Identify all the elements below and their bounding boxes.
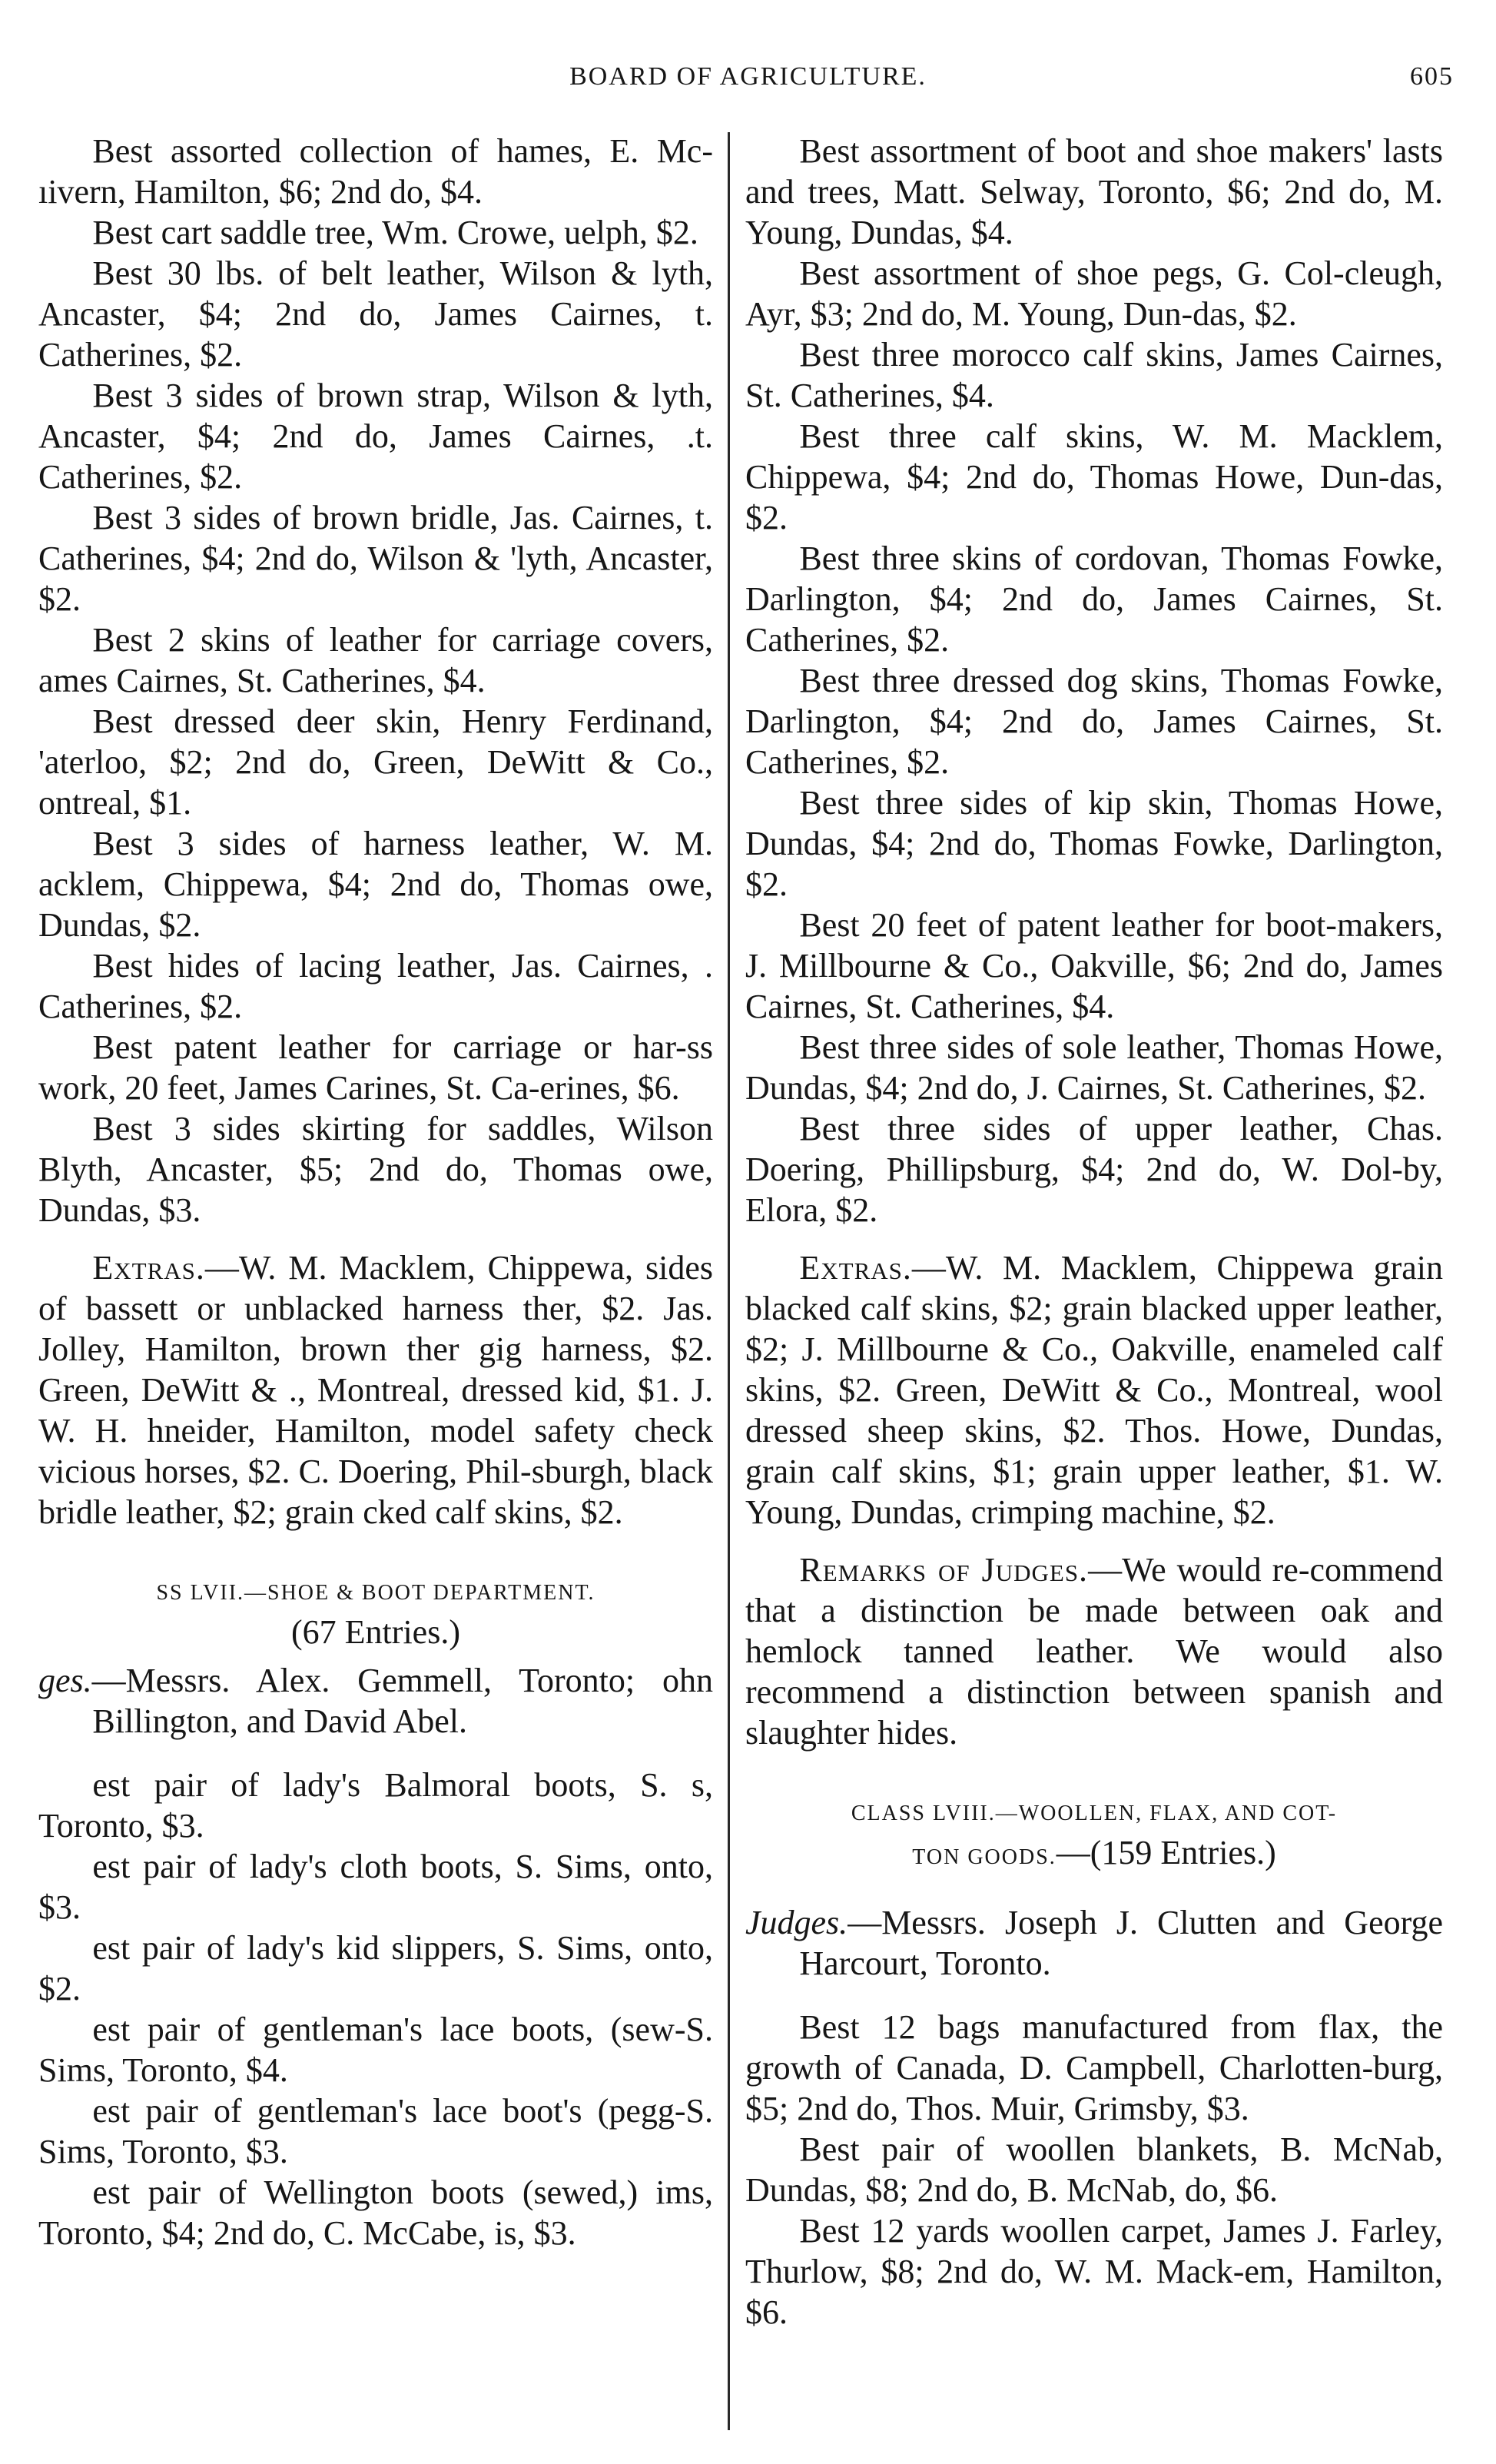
prize-entry: Best three calf skins, W. M. Macklem, Chippewa, $4; 2nd do, Thomas Howe, Dun-das, $2.	[745, 417, 1443, 536]
column-divider	[728, 132, 730, 2430]
prize-entry: Best 30 lbs. of belt leather, Wilson & lyth, Ancaster, $4; 2nd do, James Cairnes, t. Catherines, $2.	[38, 254, 713, 374]
prize-entry: est pair of gentleman's lace boot's (pegg-S. Sims, Toronto, $3.	[38, 2092, 713, 2170]
prize-entry: Best 12 bags manufactured from flax, the growth of Canada, D. Campbell, Charlotten-burg, $5; 2nd do, Thos. Muir, Grimsby, $3.	[745, 2008, 1443, 2127]
extras-paragraph	[38, 1247, 713, 1533]
remarks-text: —We would re-commend that a distinction be made between oak and hemlock tanned leather. We would also recommend a distinction between spanish and slaughter hides.	[745, 1551, 1443, 1752]
prize-entry: Best 20 feet of patent leather for boot-makers, J. Millbourne & Co., Oakville, $6; 2nd do, James Cairnes, St. Catherines, $4.	[745, 906, 1443, 1025]
class-entries-count: —(159 Entries.)	[1056, 1834, 1276, 1871]
prize-entry: Best patent leather for carriage or har-ss work, 20 feet, James Carines, St. Ca-erines, $6.	[38, 1028, 713, 1107]
prize-entry: est pair of lady's cloth boots, S. Sims, onto, $3.	[38, 1848, 713, 1926]
prize-entry: Best 12 yards woollen carpet, James J. Farley, Thurlow, $8; 2nd do, W. M. Mack-em, Hamilton, $6.	[745, 2212, 1443, 2331]
remarks-label: Remarks of Judges.	[799, 1551, 1089, 1589]
extras-text: —W. M. Macklem, Chippewa, sides of bassett or unblacked harness ther, $2. Jas. Jolley, Hamilton, brown ther gig harness, $2. Green, DeWitt & ., Montreal, dressed kid, $1. J. W. H. hneider, Hamilton, model safety check vicious horses, $2. C. Doering, Phil-sburgh, black bridle leather, $2; grain cked calf skins, $2.	[38, 1249, 713, 1531]
prize-entry: Best cart saddle tree, Wm. Crowe, uelph, $2.	[92, 214, 698, 251]
prize-entry: Best hides of lacing leather, Jas. Cairnes, . Catherines, $2.	[38, 947, 713, 1025]
prize-entry: Best assortment of shoe pegs, G. Col-cleugh, Ayr, $3; 2nd do, M. Young, Dun-das, $2.	[745, 254, 1443, 333]
judges-label: Judges.	[745, 1904, 848, 1941]
prize-entry: Best assortment of boot and shoe makers' lasts and trees, Matt. Selway, Toronto, $6; 2nd do, M. Young, Dundas, $4.	[745, 132, 1443, 251]
prize-entry: Best three dressed dog skins, Thomas Fowke, Darlington, $4; 2nd do, James Cairnes, St. Catherines, $2.	[745, 662, 1443, 781]
prize-entry: Best three sides of sole leather, Thomas Howe, Dundas, $4; 2nd do, J. Cairnes, St. Catherines, $2.	[745, 1028, 1443, 1107]
prize-entry: Best 2 skins of leather for carriage covers, ames Cairnes, St. Catherines, $4.	[38, 621, 713, 699]
extras-paragraph	[745, 1247, 1443, 1533]
prize-entry: Best 3 sides of brown bridle, Jas. Cairnes, t. Catherines, $4; 2nd do, Wilson & 'lyth, Ancaster, $2.	[38, 499, 713, 618]
class-heading-line1: CLASS LVIII.—WOOLLEN, FLAX, AND COT-	[851, 1802, 1338, 1825]
prize-entry: est pair of lady's kid slippers, S. Sims, onto, $2.	[38, 1929, 713, 2007]
extras-text: —W. M. Macklem, Chippewa grain blacked calf skins, $2; grain blacked upper leather, $2; J. Millbourne & Co., Oakville, enameled calf skins, $2. Green, DeWitt & Co., Montreal, wool dressed sheep skins, $2. Thos. Howe, Dundas, grain calf skins, $1; grain upper leather, $1. W. Young, Dundas, crimping machine, $2.	[745, 1249, 1443, 1531]
prize-entry: Best 3 sides skirting for saddles, Wilson Blyth, Ancaster, $5; 2nd do, Thomas owe, Dundas, $3.	[38, 1110, 713, 1229]
prize-entry: est pair of Wellington boots (sewed,) ims, Toronto, $4; 2nd do, C. McCabe, is, $3.	[38, 2173, 713, 2252]
judges-text: —Messrs. Joseph J. Clutten and George Harcourt, Toronto.	[799, 1904, 1443, 1982]
extras-label: Extras.	[92, 1249, 205, 1287]
prize-entry: Best dressed deer skin, Henry Ferdinand, 'aterloo, $2; 2nd do, Green, DeWitt & Co., ontreal, $1.	[38, 702, 713, 822]
class-heading: SS LVII.—SHOE & BOOT DEPARTMENT.	[156, 1581, 595, 1605]
prize-entry: Best three morocco calf skins, James Cairnes, St. Catherines, $4.	[745, 336, 1443, 414]
prize-entry: Best three sides of kip skin, Thomas Howe, Dundas, $4; 2nd do, Thomas Fowke, Darlington, $2.	[745, 784, 1443, 903]
right-column	[745, 131, 1443, 2333]
judges-line	[38, 1660, 713, 1742]
class-heading-line2	[745, 1831, 1443, 1879]
prize-entry: est pair of lady's Balmoral boots, S. s, Toronto, $3.	[38, 1766, 713, 1845]
prize-entry: Best three sides of upper leather, Chas. Doering, Phillipsburg, $4; 2nd do, W. Dol-by, Elora, $2.	[745, 1110, 1443, 1229]
page-number: 605	[1410, 62, 1454, 91]
prize-entry: Best 3 sides of harness leather, W. M. acklem, Chippewa, $4; 2nd do, Thomas owe, Dundas, $2.	[38, 825, 713, 944]
class-heading-caps: TON GOODS.	[912, 1845, 1056, 1869]
extras-label: Extras.	[799, 1249, 912, 1287]
prize-entry: Best pair of woollen blankets, B. McNab, Dundas, $8; 2nd do, B. McNab, do, $6.	[745, 2130, 1443, 2209]
prize-entry: Best assorted collection of hames, E. Mc-ıivern, Hamilton, $6; 2nd do, $4.	[38, 132, 713, 211]
judges-text: —Messrs. Alex. Gemmell, Toronto; ohn Billington, and David Abel.	[91, 1662, 713, 1740]
class-entries-count: (67 Entries.)	[291, 1613, 460, 1651]
judges-line	[745, 1902, 1443, 1984]
left-column	[38, 131, 713, 2253]
judges-label: ges.	[38, 1662, 92, 1699]
prize-entry: Best three skins of cordovan, Thomas Fowke, Darlington, $4; 2nd do, James Cairnes, St. Catherines, $2.	[745, 540, 1443, 659]
remarks-paragraph	[745, 1549, 1443, 1753]
prize-entry: est pair of gentleman's lace boots, (sew-S. Sims, Toronto, $4.	[38, 2011, 713, 2089]
prize-entry: Best 3 sides of brown strap, Wilson & lyth, Ancaster, $4; 2nd do, James Cairnes, .t. Catherines, $2.	[38, 377, 713, 496]
running-title: BOARD OF AGRICULTURE.	[569, 62, 927, 91]
